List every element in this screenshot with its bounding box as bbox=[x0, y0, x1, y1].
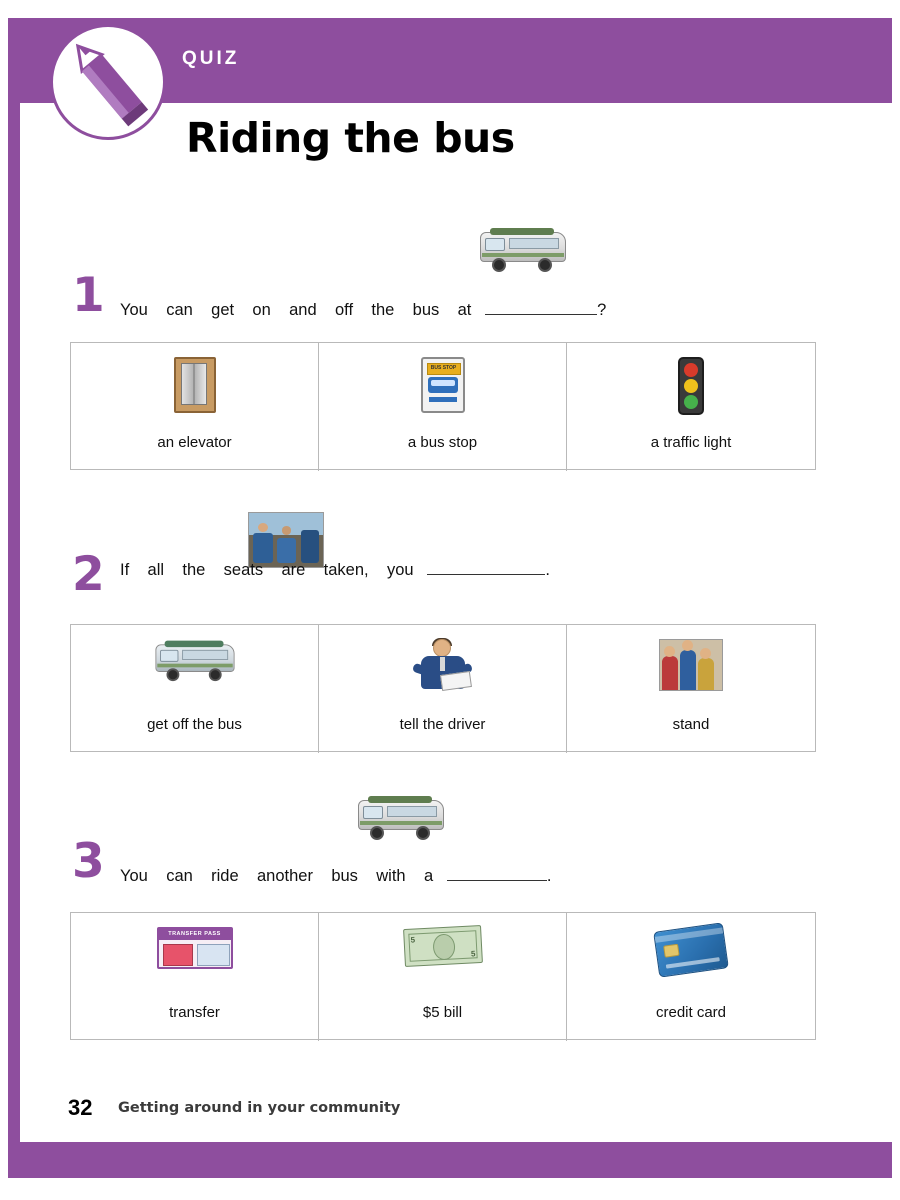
q3-word-6: a bbox=[423, 867, 434, 885]
pencil-badge bbox=[50, 24, 166, 140]
option-label: an elevator bbox=[157, 434, 232, 451]
quiz-label: QUIZ bbox=[182, 48, 240, 69]
q1-word-6: the bbox=[371, 301, 395, 319]
credit-card-icon bbox=[656, 927, 726, 973]
q3-word-5: with bbox=[376, 867, 406, 885]
option-5-dollar-bill[interactable] bbox=[319, 913, 567, 1041]
traffic-light-icon bbox=[678, 357, 704, 415]
q2-word-0: If bbox=[120, 561, 130, 579]
question-2-text bbox=[120, 560, 550, 580]
q3-word-0: You bbox=[120, 867, 148, 885]
left-purple-rail bbox=[8, 18, 20, 1178]
standing-passengers-icon bbox=[659, 639, 723, 691]
question-3-text bbox=[120, 866, 552, 886]
bus-stop-sign-text: BUS STOP bbox=[427, 363, 461, 375]
q2-word-4: are bbox=[281, 561, 306, 579]
q1-word-2: get bbox=[211, 301, 235, 319]
option-label: a bus stop bbox=[407, 434, 478, 451]
dollar-bill-icon bbox=[404, 927, 482, 965]
option-stand[interactable] bbox=[567, 625, 815, 753]
bill-corner-right: 5 bbox=[470, 949, 476, 959]
footer-bar bbox=[20, 1145, 892, 1178]
q1-word-5: off bbox=[335, 301, 354, 319]
option-credit-card[interactable] bbox=[567, 913, 815, 1041]
q3-answer-blank[interactable] bbox=[447, 866, 547, 881]
bus-driver-icon bbox=[411, 639, 475, 699]
q1-word-1: can bbox=[166, 301, 193, 319]
question-3-options bbox=[70, 912, 816, 1040]
option-a-traffic-light[interactable] bbox=[567, 343, 815, 471]
option-label: a traffic light bbox=[650, 434, 732, 451]
option-label: transfer bbox=[169, 1004, 220, 1021]
q2-word-5: taken, bbox=[323, 561, 369, 579]
q3-word-2: ride bbox=[211, 867, 239, 885]
question-3-number: 3 bbox=[72, 834, 105, 889]
q1-word-0: You bbox=[120, 301, 148, 319]
q1-word-8: at bbox=[457, 301, 472, 319]
question-1-text bbox=[120, 300, 606, 320]
option-a-bus-stop[interactable] bbox=[319, 343, 567, 471]
q1-word-4: and bbox=[289, 301, 317, 319]
q2-word-2: the bbox=[182, 561, 206, 579]
q2-tail: . bbox=[545, 561, 550, 579]
q2-answer-blank[interactable] bbox=[427, 560, 545, 575]
question-3-icon bbox=[358, 796, 444, 838]
question-1-number: 1 bbox=[72, 268, 105, 323]
option-label: tell the driver bbox=[399, 716, 486, 733]
left-rail-inner-white bbox=[20, 18, 24, 1178]
question-2-number: 2 bbox=[72, 547, 105, 602]
q1-word-3: on bbox=[252, 301, 271, 319]
elevator-icon bbox=[174, 357, 216, 413]
q3-word-4: bus bbox=[331, 867, 358, 885]
option-an-elevator[interactable] bbox=[71, 343, 319, 471]
option-tell-the-driver[interactable] bbox=[319, 625, 567, 753]
transfer-pass-header-text: TRANSFER PASS bbox=[159, 929, 231, 940]
q2-word-3: seats bbox=[223, 561, 264, 579]
page-number: 32 bbox=[68, 1095, 93, 1120]
page-title: Riding the bus bbox=[186, 114, 515, 162]
q1-word-7: bus bbox=[412, 301, 440, 319]
q3-tail: . bbox=[546, 867, 552, 885]
question-1-icon bbox=[480, 228, 566, 270]
option-label: $5 bill bbox=[422, 1004, 463, 1021]
question-2-options bbox=[70, 624, 816, 752]
q3-word-1: can bbox=[166, 867, 193, 885]
q3-word-3: another bbox=[257, 867, 313, 885]
transfer-pass-icon bbox=[157, 927, 233, 969]
option-get-off-the-bus[interactable] bbox=[71, 625, 319, 753]
q1-answer-blank[interactable] bbox=[485, 300, 597, 315]
option-label: get off the bus bbox=[147, 716, 242, 733]
bus-stop-sign-icon bbox=[421, 357, 465, 413]
option-label: credit card bbox=[655, 1004, 727, 1021]
option-label: stand bbox=[672, 716, 710, 733]
q2-word-6: you bbox=[386, 561, 414, 579]
q2-word-1: all bbox=[147, 561, 165, 579]
bill-corner-left: 5 bbox=[409, 935, 415, 945]
option-transfer[interactable] bbox=[71, 913, 319, 1041]
question-1-options bbox=[70, 342, 816, 470]
footer-section-title: Getting around in your community bbox=[118, 1100, 401, 1116]
bus-icon bbox=[152, 639, 238, 681]
q1-tail: ? bbox=[597, 301, 607, 319]
